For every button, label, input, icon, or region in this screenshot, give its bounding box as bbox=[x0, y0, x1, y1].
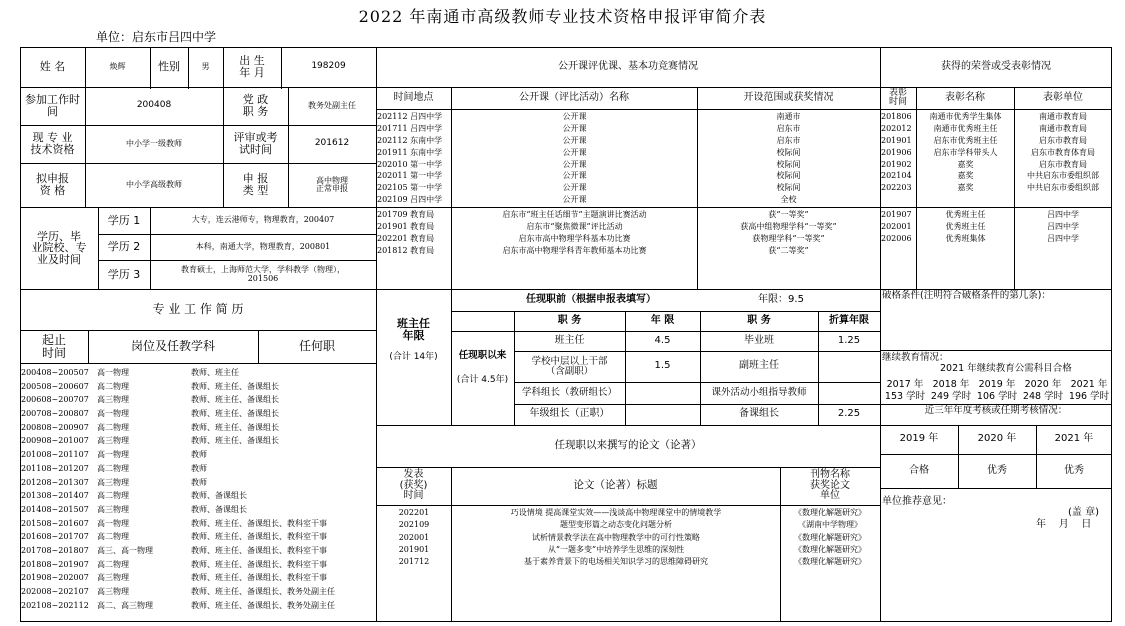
paper-row-pub: 《数理化解题研究》 bbox=[794, 508, 866, 517]
honor-row bbox=[881, 123, 1111, 135]
ht-years-3 bbox=[625, 382, 700, 404]
resume-row-job: 教师、班主任、备课组长、教务处副主任 bbox=[191, 600, 335, 610]
head-teacher-total: (合计 14年) bbox=[389, 352, 438, 363]
papers-list bbox=[377, 507, 879, 568]
assess-result-1: 合格 bbox=[909, 464, 929, 476]
apply-value: 中小学高级教师 bbox=[126, 179, 182, 189]
assess-result-2: 优秀 bbox=[987, 464, 1007, 476]
paper-row-pub: 《数理化解题研究》 bbox=[794, 557, 866, 567]
public-class-row bbox=[377, 123, 879, 135]
resume-row-post: 高三物理 bbox=[97, 504, 129, 514]
col-duty: 职 务 bbox=[557, 314, 582, 326]
honors-col-unit: 表彰单位 bbox=[1043, 91, 1083, 103]
cont-edu-line1: 2021 年继续教育公需科目合格 bbox=[940, 363, 1072, 374]
assess-result-3: 优秀 bbox=[1064, 464, 1084, 476]
name-value: 焕辉 bbox=[109, 61, 126, 71]
birth-value: 198209 bbox=[311, 61, 346, 72]
resume-row-time: 201608~201707 bbox=[21, 532, 89, 542]
edu-3-value: 教育硕士，上海师范大学，学科教学（物理）， 201506 bbox=[181, 265, 345, 283]
ht-conv-2 bbox=[818, 351, 880, 382]
paper-row bbox=[377, 532, 879, 544]
years-label: 年限：9.5 bbox=[758, 293, 804, 305]
public-class-row-scope: 启东市 bbox=[776, 135, 801, 145]
contest-row-time: 201812 教育局 bbox=[377, 245, 435, 255]
resume-row-post: 高二物理 bbox=[97, 532, 129, 542]
resume-col-post: 岗位及任教学科 bbox=[130, 339, 215, 354]
cur-title-value: 中小学一级教师 bbox=[126, 138, 182, 148]
honor-row-time: 201806 bbox=[881, 112, 912, 121]
resume-row-job: 教师、班主任、备课组长、教科室干事 bbox=[191, 559, 327, 569]
resume-row-job: 教师、班主任、备课组长 bbox=[191, 436, 279, 446]
honor-row-name: 南通市优秀班主任 bbox=[933, 123, 998, 133]
resume-row-post: 高二物理 bbox=[97, 463, 129, 473]
public-class-row-name: 公开课 bbox=[562, 123, 587, 133]
cont-edu-year: 2021 年 bbox=[1070, 379, 1108, 390]
paper-row-title: 巧设情境 提高课堂实效——浅谈高中物理课堂中的情境教学 bbox=[510, 508, 722, 517]
resume-header: 专 业 工 作 简 历 bbox=[152, 302, 244, 317]
resume-row-post: 高一物理 bbox=[97, 450, 129, 460]
resume-row bbox=[21, 434, 375, 448]
ht-duty-3: 学科组长（教研组长） bbox=[521, 387, 617, 399]
resume-row-job: 教师、班主任、备课组长、教科室干事 bbox=[191, 532, 327, 542]
resume-row-post: 高二物理 bbox=[97, 381, 129, 391]
party-label: 党 政 职 务 bbox=[242, 93, 269, 118]
public-class-row-name: 公开课 bbox=[562, 171, 587, 181]
contest-row-time: 202201 教育局 bbox=[377, 233, 435, 243]
honor-row-time: 202203 bbox=[881, 183, 912, 193]
public-class-row-time: 202112 吕四中学 bbox=[377, 112, 443, 121]
review-time-label: 评审或考 试时间 bbox=[233, 131, 278, 156]
resume-row-job: 教师、备课组长 bbox=[191, 504, 247, 514]
ht-conv-4: 2.25 bbox=[837, 408, 861, 420]
paper-row bbox=[377, 519, 879, 531]
public-class-row-time: 202112 东南中学 bbox=[377, 135, 443, 145]
paper-row bbox=[377, 556, 879, 568]
apply-type-label: 申 报 类 型 bbox=[242, 172, 269, 197]
resume-row-post: 高三物理 bbox=[97, 477, 129, 487]
public-class-row-scope: 全校 bbox=[780, 195, 797, 205]
contest-row bbox=[377, 233, 879, 245]
honor-row-time: 201901 bbox=[881, 135, 912, 145]
resume-col-job: 任何职 bbox=[298, 339, 335, 354]
cont-edu-hours: 153 学时 bbox=[884, 391, 926, 402]
honor-row bbox=[881, 159, 1111, 171]
education-label: 学历、毕 业院校、专 业及时间 bbox=[31, 229, 87, 266]
public-class-row-time: 202010 第一中学 bbox=[377, 159, 443, 169]
public-class-header: 公开课评优课、基本功竞赛情况 bbox=[558, 60, 698, 72]
resume-row-time: 201708~201807 bbox=[21, 545, 89, 555]
review-time-value: 201612 bbox=[314, 138, 350, 149]
paper-row-pub: 《数理化解题研究》 bbox=[794, 544, 866, 554]
paper-row-time: 202001 bbox=[398, 532, 430, 542]
assess-year-2: 2020 年 bbox=[977, 433, 1017, 445]
contest-row-name: 启东市“聚焦微课”评比活动 bbox=[526, 221, 623, 231]
public-class-row-time: 202011 第一中学 bbox=[377, 171, 443, 181]
edu-2-label: 学历 2 bbox=[107, 240, 141, 254]
resume-row-post: 高一物理 bbox=[97, 518, 129, 528]
public-class-row-name: 公开课 bbox=[562, 159, 587, 169]
public-class-row-time: 201911 东南中学 bbox=[377, 147, 443, 157]
public-class-row-name: 公开课 bbox=[562, 195, 587, 205]
resume-row-job: 教师 bbox=[191, 477, 207, 487]
resume-row-post: 高一物理 bbox=[97, 409, 129, 419]
paper-row-time: 202109 bbox=[398, 520, 430, 530]
resume-row-job: 教师 bbox=[191, 450, 207, 460]
contest-list bbox=[377, 209, 879, 257]
contest-row bbox=[377, 209, 879, 221]
public-class-col-name: 公开课（评比活动）名称 bbox=[519, 91, 629, 103]
apply-label: 拟申报 资 格 bbox=[36, 172, 69, 197]
contest-row-name: 启东市高中物理学科基本功比赛 bbox=[518, 233, 631, 243]
honor-row bbox=[881, 135, 1111, 147]
resume-row-job: 教师、备课组长 bbox=[191, 491, 247, 501]
honor-row bbox=[881, 147, 1111, 159]
resume-row-job: 教师、班主任、备课组长 bbox=[191, 381, 279, 391]
resume-row-post: 高二物理 bbox=[97, 491, 129, 501]
resume-row-job: 教师、班主任、备课组长、教务处副主任 bbox=[191, 587, 335, 596]
resume-row bbox=[21, 448, 375, 462]
ht-duty2-2: 副班主任 bbox=[739, 360, 779, 372]
public-class-row-scope: 校际间 bbox=[776, 183, 801, 193]
public-class-row-name: 公开课 bbox=[562, 135, 587, 145]
honor-row bbox=[881, 209, 1111, 221]
paper-row-time: 201712 bbox=[398, 557, 430, 567]
resume-row-time: 200408~200507 bbox=[21, 368, 89, 377]
resume-row bbox=[21, 503, 375, 517]
resume-row-time: 201408~201507 bbox=[21, 504, 89, 514]
contest-row-scope: 获“二等奖” bbox=[768, 245, 809, 255]
honor-row-unit: 南通市教育局 bbox=[1039, 123, 1087, 133]
cont-edu-hours: 106 学时 bbox=[976, 391, 1018, 402]
contest-row-scope: 获高中组物理学科“一等奖” bbox=[740, 221, 837, 231]
resume-row bbox=[21, 462, 375, 476]
public-class-col-time: 时间地点 bbox=[393, 91, 434, 103]
cont-edu-years bbox=[882, 376, 1112, 390]
honors-list-2 bbox=[881, 209, 1111, 245]
resume-row-time: 202108~202112 bbox=[21, 600, 89, 610]
papers-header: 任现职以来撰写的论文（论著） bbox=[554, 439, 702, 452]
papers-col-pub: 刊物名称 获奖论文 单位 bbox=[810, 469, 850, 502]
recommend-date: 年 月 日 bbox=[1036, 519, 1092, 530]
work-start-value: 200408 bbox=[136, 100, 172, 111]
work-start-label: 参加工作时 间 bbox=[25, 93, 80, 118]
resume-row-time: 200808~200907 bbox=[21, 422, 89, 432]
cont-edu-year: 2019 年 bbox=[978, 379, 1016, 390]
honor-row-name: 嘉奖 bbox=[957, 183, 974, 193]
resume-row bbox=[21, 366, 375, 380]
honor-row-time: 202104 bbox=[881, 171, 912, 181]
honor-row bbox=[881, 170, 1111, 182]
resume-row bbox=[21, 407, 375, 421]
public-class-row bbox=[377, 194, 879, 206]
contest-row-scope: 获“一等奖” bbox=[768, 210, 809, 219]
after-total: (合计 4.5年) bbox=[456, 375, 509, 386]
paper-row-time: 201901 bbox=[398, 544, 430, 554]
cont-edu-year: 2018 年 bbox=[932, 379, 970, 390]
public-class-row-name: 公开课 bbox=[562, 183, 587, 193]
edu-3-label: 学历 3 bbox=[107, 267, 141, 281]
honor-row bbox=[881, 221, 1111, 233]
public-class-row bbox=[377, 182, 879, 194]
honor-row bbox=[881, 111, 1111, 123]
ht-years-4 bbox=[625, 404, 700, 425]
apply-type-value: 高中物理 正常申报 bbox=[316, 175, 348, 193]
public-class-row bbox=[377, 170, 879, 182]
edu-2-value: 本科，南通大学，物理教育，200801 bbox=[195, 241, 331, 251]
resume-row bbox=[21, 544, 375, 558]
honor-row-unit: 吕四中学 bbox=[1047, 233, 1079, 243]
public-class-row-time: 201711 吕四中学 bbox=[377, 123, 443, 133]
paper-row-title: 基于素养背景下的电场相关知识学习的思维障碍研究 bbox=[524, 557, 708, 567]
conditions-label: 破格条件(注明符合破格条件的第几条)： bbox=[882, 290, 1051, 301]
paper-row-pub: 《数理化解题研究》 bbox=[794, 532, 866, 542]
resume-row bbox=[21, 571, 375, 585]
honor-row-name: 优秀班集体 bbox=[945, 233, 986, 243]
edu-1-label: 学历 1 bbox=[107, 213, 141, 227]
resume-row bbox=[21, 530, 375, 544]
resume-row-job: 教师、班主任、备课组长、教科室干事 bbox=[191, 573, 327, 583]
resume-row-post: 高二、高三物理 bbox=[97, 600, 153, 610]
honor-row-unit: 启东市教育局 bbox=[1039, 135, 1087, 145]
resume-row-time: 201008~201107 bbox=[21, 450, 89, 460]
honors-col-name: 表彰名称 bbox=[945, 91, 985, 103]
honors-list bbox=[881, 111, 1111, 194]
honor-row-time: 202001 bbox=[881, 221, 912, 231]
ht-duty2-3: 课外活动小组指导教师 bbox=[711, 387, 807, 399]
resume-row-time: 200508~200607 bbox=[21, 381, 89, 391]
resume-row-post: 高三、高一物理 bbox=[97, 545, 153, 555]
public-class-row-name: 公开课 bbox=[562, 112, 587, 121]
resume-row-time: 201808~201907 bbox=[21, 559, 89, 569]
assess-year-1: 2019 年 bbox=[899, 433, 939, 445]
ht-duty2-1: 毕业班 bbox=[744, 334, 774, 346]
contest-row bbox=[377, 245, 879, 257]
honor-row-unit: 吕四中学 bbox=[1047, 221, 1079, 231]
public-class-col-scope: 开设范围或获奖情况 bbox=[743, 91, 834, 103]
cont-edu-label: 继续教育情况： bbox=[882, 352, 949, 363]
honor-row-unit: 吕四中学 bbox=[1047, 210, 1079, 219]
resume-row-job: 教师、班主任 bbox=[191, 368, 239, 377]
honor-row-name: 优秀班主任 bbox=[945, 210, 986, 219]
gender-value: 男 bbox=[201, 61, 210, 71]
honor-row-time: 202006 bbox=[881, 233, 912, 243]
honor-row-unit: 中共启东市委组织部 bbox=[1027, 171, 1099, 181]
public-class-list bbox=[377, 111, 879, 206]
public-class-row-scope: 南通市 bbox=[776, 112, 801, 121]
honor-row-unit: 启东市教育体育局 bbox=[1031, 147, 1095, 157]
public-class-row-scope: 校际间 bbox=[776, 147, 801, 157]
resume-row bbox=[21, 476, 375, 490]
paper-row bbox=[377, 544, 879, 556]
public-class-row bbox=[377, 111, 879, 123]
contest-row-name: 启东市“班主任话细节”主题演讲比赛活动 bbox=[502, 210, 647, 219]
recommend-label: 单位推荐意见： bbox=[882, 496, 952, 507]
honors-header: 获得的荣誉或受表彰情况 bbox=[941, 60, 1051, 72]
cont-edu-hours: 249 学时 bbox=[930, 391, 972, 402]
paper-row-title: 题型变形篇之动态变化问题分析 bbox=[560, 520, 672, 530]
cont-edu-year: 2017 年 bbox=[886, 379, 924, 390]
public-class-row-scope: 启东市 bbox=[776, 123, 801, 133]
contest-row-scope: 获物理学科“一等奖” bbox=[752, 233, 825, 243]
resume-row-time: 201208~201307 bbox=[21, 477, 89, 487]
public-class-row-scope: 校际间 bbox=[776, 171, 801, 181]
resume-row bbox=[21, 517, 375, 531]
papers-col-time: 发表 (获奖) 时间 bbox=[399, 469, 428, 502]
resume-row bbox=[21, 585, 375, 599]
cont-edu-hours: 196 学时 bbox=[1068, 391, 1110, 402]
paper-row-title: 从“一题多变”中培养学生思维的深刻性 bbox=[547, 544, 685, 554]
assessment-label: 近三年年度考核或任期考核情况： bbox=[924, 404, 1068, 416]
resume-row-post: 高三物理 bbox=[97, 395, 129, 405]
honor-row-time: 201907 bbox=[881, 210, 912, 219]
resume-row bbox=[21, 558, 375, 572]
honor-row-name: 南通市优秀学生集体 bbox=[929, 112, 1002, 121]
public-class-row-name: 公开课 bbox=[562, 147, 587, 157]
resume-list bbox=[21, 366, 375, 612]
resume-row-time: 200608~200707 bbox=[21, 395, 89, 405]
honor-row-unit: 南通市教育局 bbox=[1039, 112, 1087, 121]
honor-row-name: 优秀班主任 bbox=[945, 221, 986, 231]
resume-row-job: 教师、班主任、备课组长、教科室干事 bbox=[191, 518, 327, 528]
resume-row-job: 教师、班主任、备课组长 bbox=[191, 395, 279, 405]
honor-row-name: 嘉奖 bbox=[957, 171, 974, 181]
resume-row-time: 202008~202107 bbox=[21, 587, 89, 596]
edu-1-value: 大专，连云港师专，物理教育，200407 bbox=[191, 215, 335, 225]
cur-title-label: 现 专 业 技术资格 bbox=[30, 131, 75, 156]
resume-row-time: 201108~201207 bbox=[21, 463, 89, 473]
paper-row-time: 202201 bbox=[398, 508, 430, 517]
honor-row-name: 启东市学科带头人 bbox=[933, 147, 998, 157]
resume-row-post: 高三物理 bbox=[97, 573, 129, 583]
paper-row bbox=[377, 507, 879, 519]
ht-duty-1: 班主任 bbox=[554, 334, 585, 346]
col-duty2: 职 务 bbox=[747, 314, 771, 326]
resume-row-job: 教师、班主任、备课组长 bbox=[191, 422, 279, 432]
ht-duty-2: 学校中层以上干部 （含副职） bbox=[531, 355, 608, 377]
public-class-row-time: 202105 第一中学 bbox=[377, 183, 443, 193]
papers-col-title: 论文（论著）标题 bbox=[573, 479, 658, 492]
public-class-row bbox=[377, 135, 879, 147]
contest-row bbox=[377, 221, 879, 233]
unit-line: 单位：启东市吕四中学 bbox=[96, 30, 217, 44]
ht-years-2: 1.5 bbox=[654, 360, 671, 372]
contest-row-time: 201709 教育局 bbox=[377, 210, 435, 219]
resume-row-post: 高二物理 bbox=[97, 422, 129, 432]
honor-row-unit: 中共启东市委组织部 bbox=[1027, 183, 1099, 193]
resume-row-time: 200908~201007 bbox=[21, 436, 89, 446]
resume-row bbox=[21, 393, 375, 407]
resume-row-time: 201508~201607 bbox=[21, 518, 89, 528]
resume-row-job: 教师 bbox=[191, 463, 207, 473]
resume-row-job: 教师、班主任、备课组长 bbox=[191, 409, 279, 419]
paper-row-pub: 《湖南中学物理》 bbox=[798, 520, 862, 530]
resume-row-post: 高二物理 bbox=[97, 559, 129, 569]
ht-years-1: 4.5 bbox=[654, 334, 671, 346]
honor-row bbox=[881, 233, 1111, 245]
recommend-seal: (盖 章) bbox=[1068, 507, 1099, 518]
before-label: 任现职前（根据申报表填写） bbox=[526, 293, 656, 305]
public-class-row bbox=[377, 147, 879, 159]
public-class-row-time: 202109 吕四中学 bbox=[377, 195, 443, 205]
name-label: 姓 名 bbox=[39, 60, 66, 74]
cont-edu-year: 2020 年 bbox=[1024, 379, 1062, 390]
resume-row-time: 200708~200807 bbox=[21, 409, 89, 419]
resume-col-time: 起止 时间 bbox=[41, 332, 66, 360]
honor-row bbox=[881, 182, 1111, 194]
col-years: 年 限 bbox=[650, 314, 675, 326]
resume-row bbox=[21, 380, 375, 394]
resume-row-post: 高三物理 bbox=[97, 436, 129, 446]
resume-row-post: 高三物理 bbox=[97, 587, 129, 596]
resume-row bbox=[21, 489, 375, 503]
resume-row-time: 201908~202007 bbox=[21, 573, 89, 583]
resume-row bbox=[21, 421, 375, 435]
document-title: 2022 年南通市高级教师专业技术资格申报评审简介表 bbox=[358, 7, 767, 26]
cont-edu-hours bbox=[882, 388, 1112, 402]
honor-row-name: 嘉奖 bbox=[957, 159, 974, 169]
honor-row-name: 启东市优秀班主任 bbox=[933, 135, 998, 145]
public-class-row-scope: 校际间 bbox=[776, 159, 801, 169]
honor-row-time: 202012 bbox=[881, 123, 912, 133]
contest-row-name: 启东市高中物理学科青年教师基本功比赛 bbox=[502, 245, 647, 255]
head-teacher-label: 班主任 年限 bbox=[397, 317, 430, 342]
ht-conv-1: 1.25 bbox=[837, 334, 861, 346]
ht-duty2-4: 备课组长 bbox=[739, 408, 779, 420]
resume-row-time: 201308~201407 bbox=[21, 491, 89, 501]
honors-col-time: 表彰 时间 bbox=[888, 87, 907, 107]
party-value: 教务处副主任 bbox=[308, 100, 356, 110]
public-class-row bbox=[377, 159, 879, 171]
after-label: 任现职以来 bbox=[458, 350, 507, 362]
paper-row-title: 试析情景教学法在高中物理教学中的可行性策略 bbox=[532, 532, 700, 542]
gender-label: 性别 bbox=[158, 60, 180, 74]
ht-conv-3 bbox=[818, 382, 880, 404]
honor-row-time: 201902 bbox=[881, 159, 912, 169]
resume-row bbox=[21, 599, 375, 613]
assess-year-3: 2021 年 bbox=[1054, 433, 1094, 445]
honor-row-unit: 启东市教育局 bbox=[1039, 159, 1087, 169]
contest-row-time: 201901 教育局 bbox=[377, 221, 435, 231]
col-conv: 折算年限 bbox=[829, 314, 869, 326]
resume-row-post: 高一物理 bbox=[97, 368, 129, 377]
ht-duty-4: 年级组长（正职） bbox=[529, 408, 610, 420]
cont-edu-hours: 248 学时 bbox=[1022, 391, 1064, 402]
honor-row-time: 201906 bbox=[881, 147, 912, 157]
resume-row-job: 教师、班主任、备课组长、教科室干事 bbox=[191, 545, 327, 555]
birth-label: 出 生 年 月 bbox=[239, 54, 265, 79]
